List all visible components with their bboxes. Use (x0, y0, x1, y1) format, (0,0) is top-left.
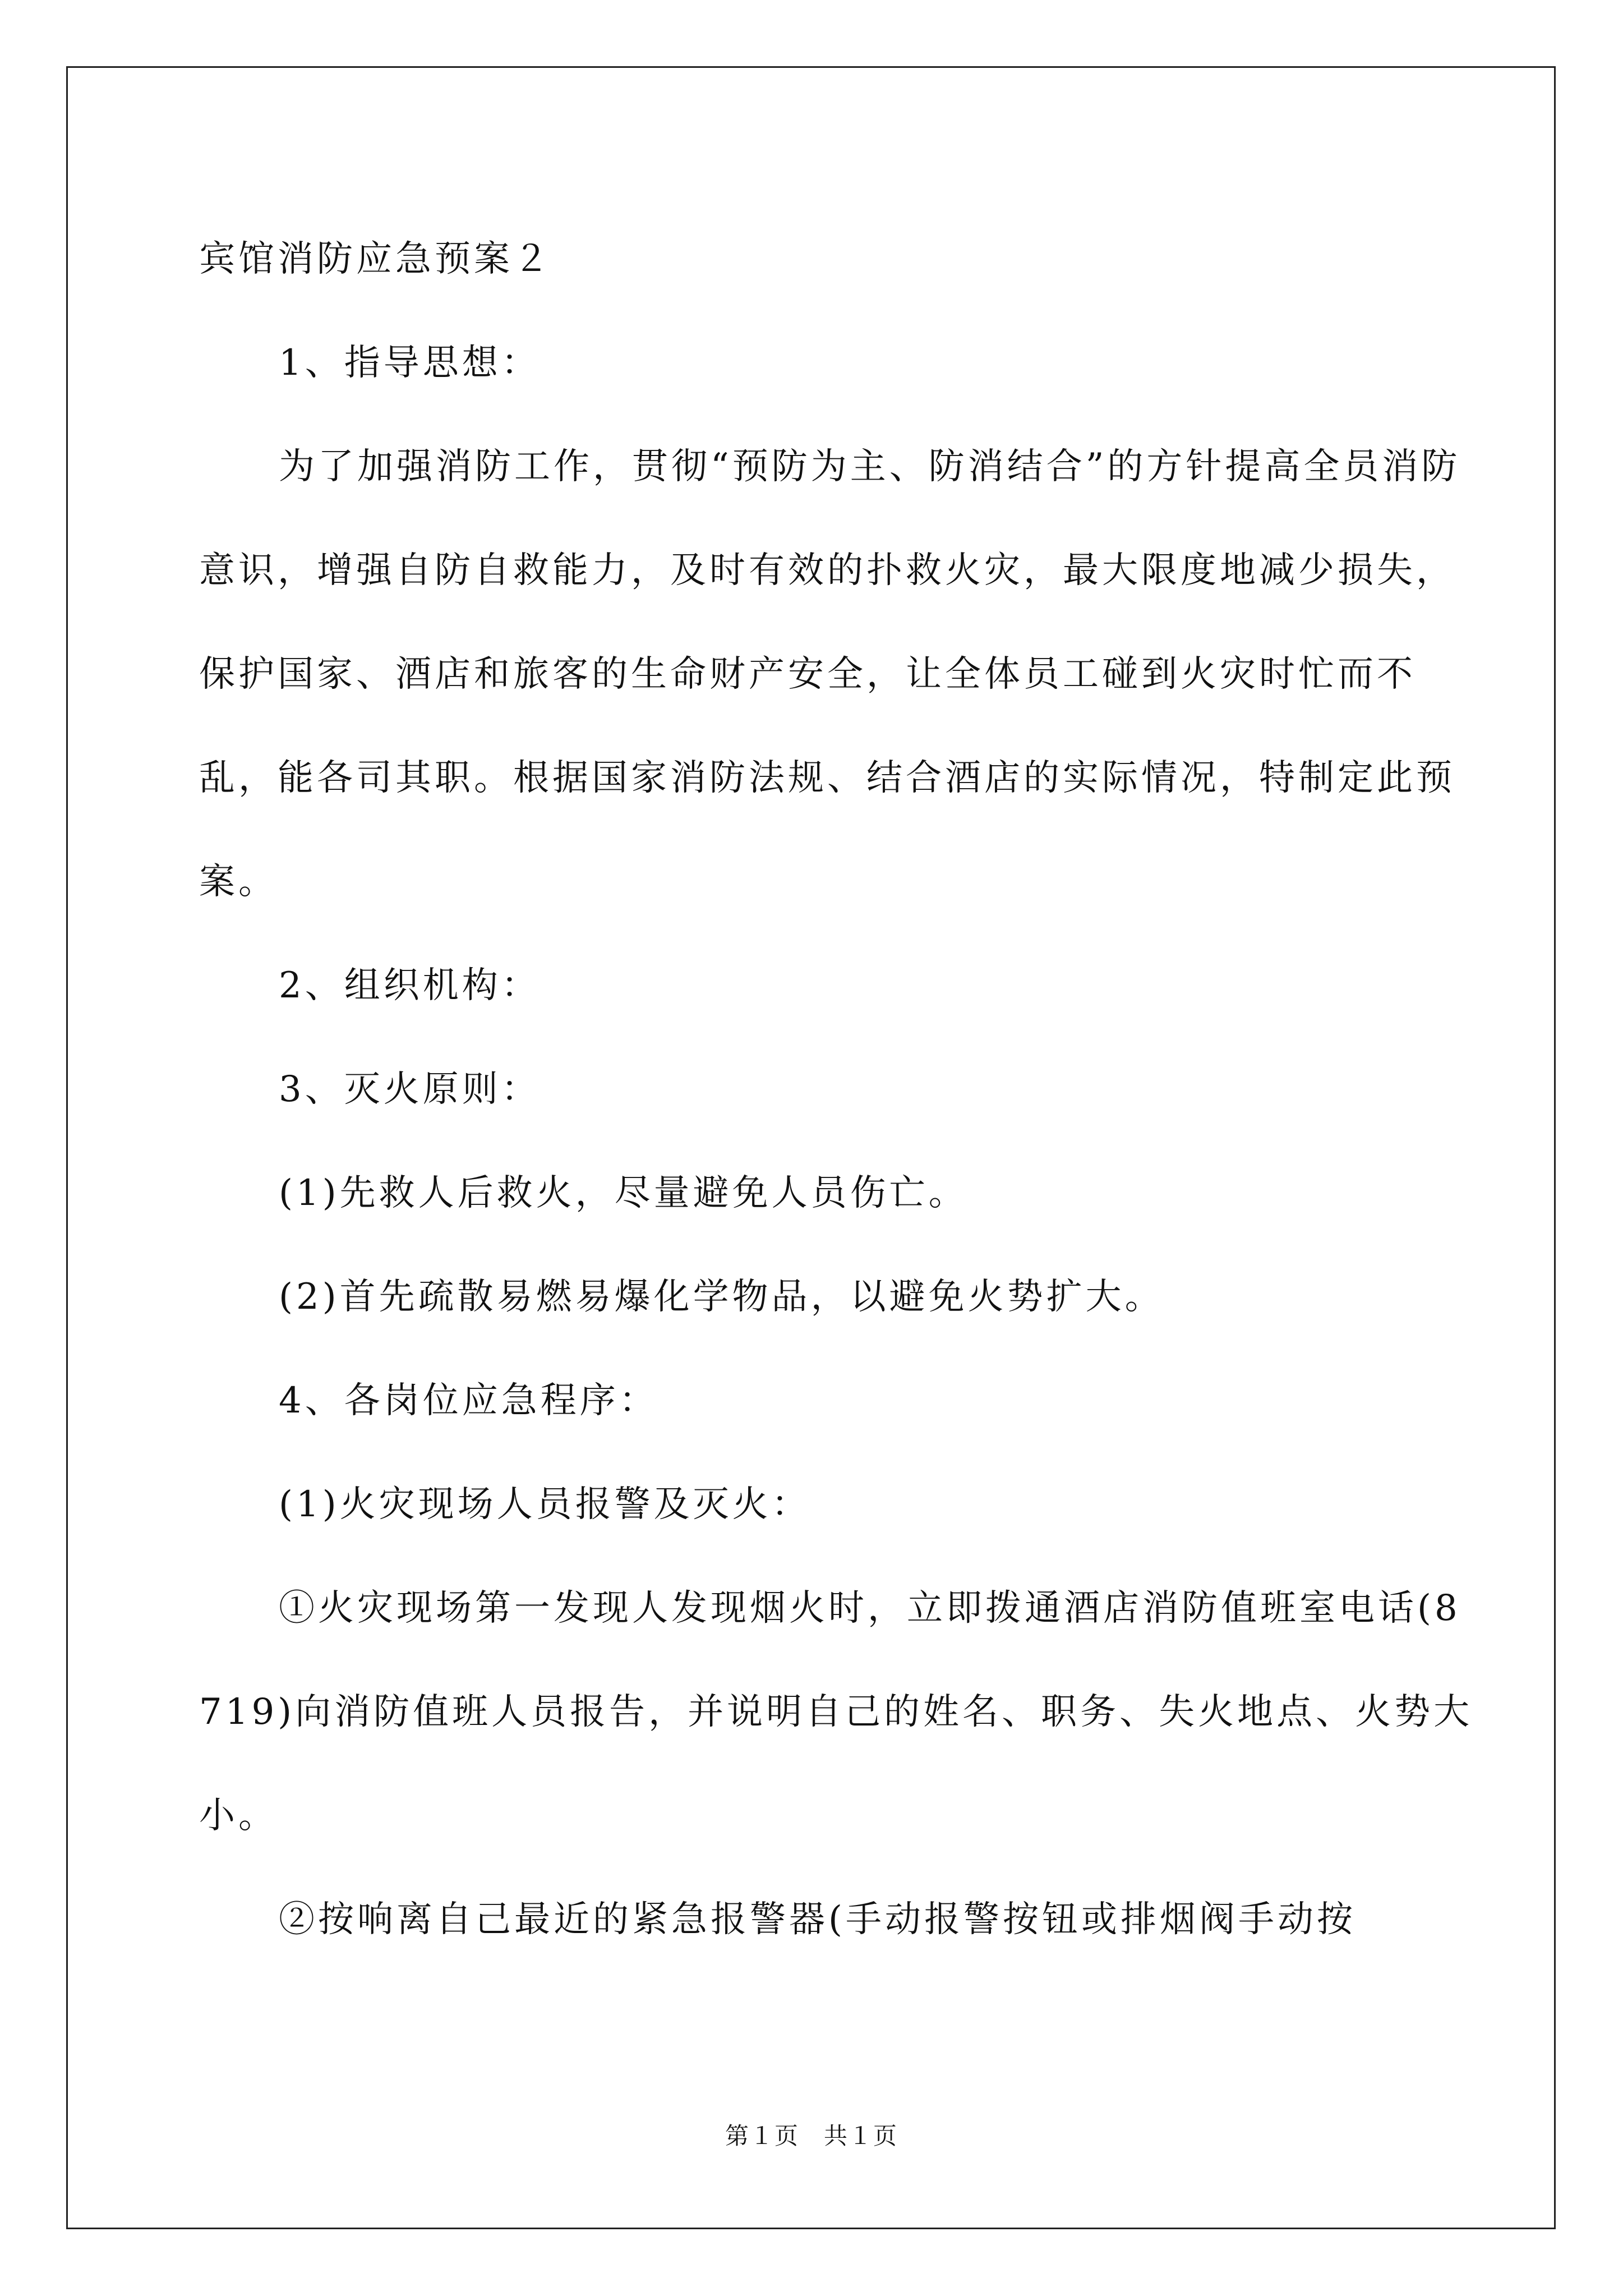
paragraph-procedure-1-step-1: ①火灾现场第一发现人发现烟火时，立即拨通酒店消防值班室电话(8719)向消防值班人员报告，并说明自己的姓名、职务、失火地点、火势大小。 (199, 1588, 1473, 1837)
document-title: 宾馆消防应急预案２ (199, 238, 552, 280)
paragraph-guiding-ideology-text: 为了加强消防工作，贯彻“预防为主、防消结合”的方针提高全员消防意识，增强自防自救能力，及时有效的扑救火灾，最大限度地减少损失，保护国家、酒店和旅客的生命财产安全，让全体员工碰到火灾时忙而不乱，能各司其职。根据国家消防法规、结合酒店的实际情况，特制定此预案。 (199, 446, 1461, 903)
paragraph-principles-heading: 3、灭火原则： (279, 1069, 541, 1110)
paragraph-organization-heading: 2、组织机构： (279, 965, 541, 1006)
paragraph-principle-1: (1)先救人后救火，尽量避免人员伤亡。 (279, 1172, 968, 1214)
paragraph-principle-2: (2)首先疏散易燃易爆化学物品，以避免火势扩大。 (279, 1276, 1164, 1318)
page-number-footer: 第１页 共１页 (725, 2122, 898, 2150)
paragraph-procedure-1-step-2: ②按响离自己最近的紧急报警器(手动报警按钮或排烟阀手动按 (279, 1899, 1356, 1940)
paragraph-procedure-1: (1)火灾现场人员报警及灭火： (279, 1484, 811, 1525)
paragraph-procedures-heading: 4、各岗位应急程序： (279, 1380, 658, 1421)
paragraph-guiding-ideology-heading: 1、指导思想： (279, 342, 541, 384)
document-body (199, 208, 1478, 1972)
